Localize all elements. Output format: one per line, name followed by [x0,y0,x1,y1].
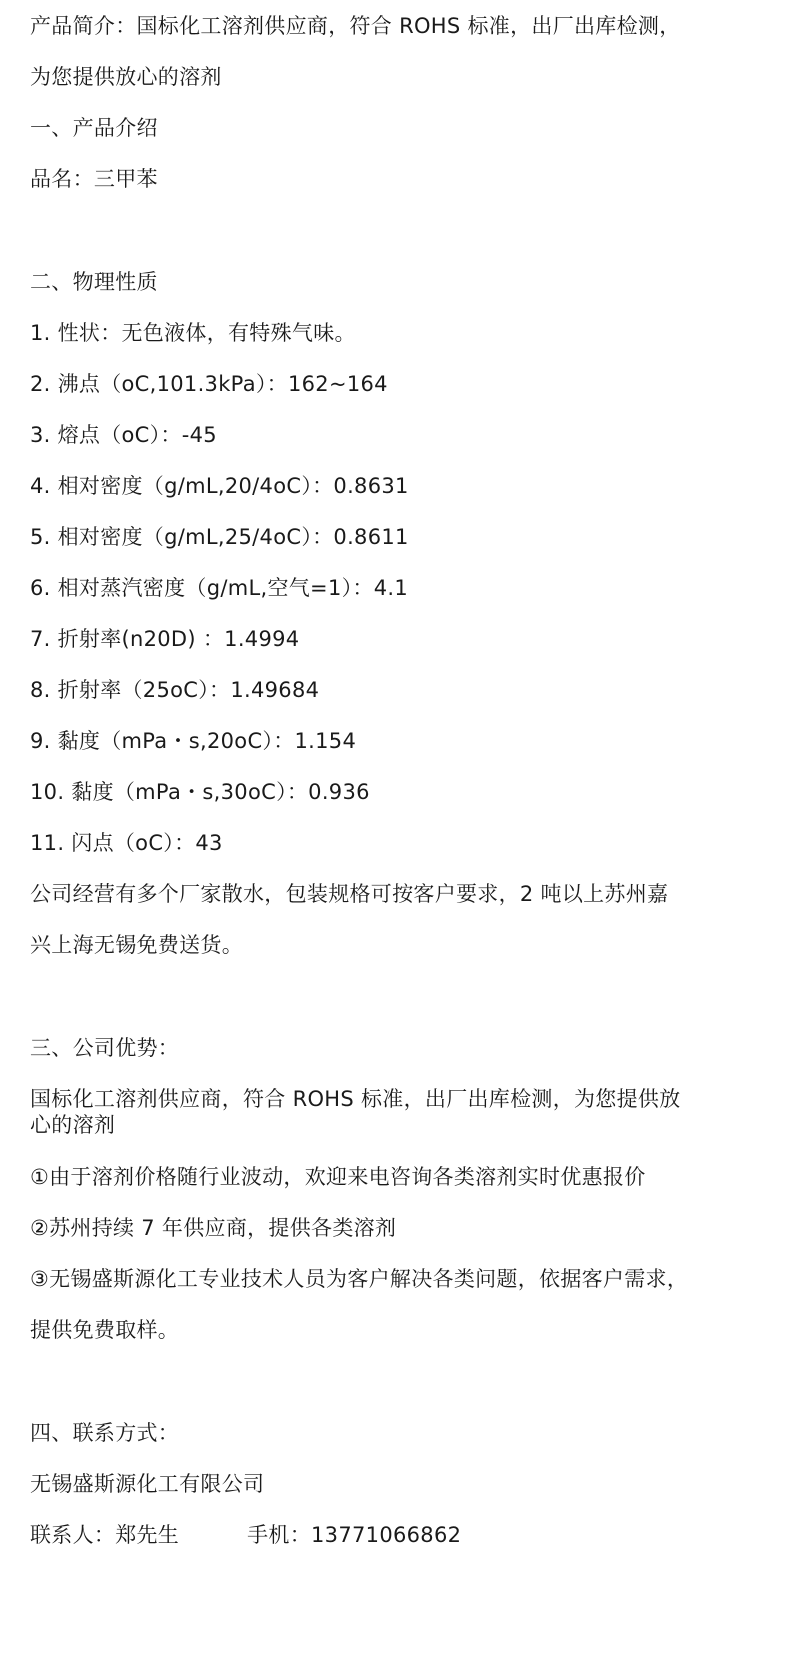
supply-note-line-2: 兴上海无锡免费送货。 [30,933,243,957]
property-item: 11. 闪点（oC）：43 [30,831,223,855]
advantage-item-1: ①由于溶剂价格随行业波动，欢迎来电咨询各类溶剂实时优惠报价 [30,1165,646,1189]
advantages-summary-line-2: 心的溶剂 [30,1113,116,1137]
contact-phone: 手机：13771066862 [247,1523,462,1547]
property-item: 10. 黏度（mPa・s,30oC）：0.936 [30,780,370,804]
supply-note-line-1: 公司经营有多个厂家散水，包装规格可按客户要求，2 吨以上苏州嘉 [30,882,669,906]
property-item: 3. 熔点（oC）：-45 [30,423,217,447]
section-heading-company-advantages: 三、公司优势： [30,1036,180,1060]
intro-line-2: 为您提供放心的溶剂 [30,65,222,89]
product-name: 品名：三甲苯 [30,167,158,191]
section-heading-physical-properties: 二、物理性质 [30,270,158,294]
contact-person: 联系人：郑先生 [30,1523,180,1547]
property-item: 4. 相对密度（g/mL,20/4oC）：0.8631 [30,474,409,498]
property-item: 5. 相对密度（g/mL,25/4oC）：0.8611 [30,525,409,549]
advantage-item-2: ②苏州持续 7 年供应商，提供各类溶剂 [30,1216,397,1240]
property-item: 6. 相对蒸汽密度（g/mL,空气=1）：4.1 [30,576,409,600]
advantages-summary-line-1: 国标化工溶剂供应商，符合 ROHS 标准，出厂出库检测，为您提供放 [30,1087,681,1111]
property-item: 1. 性状：无色液体，有特殊气味。 [30,321,356,345]
property-item: 9. 黏度（mPa・s,20oC）：1.154 [30,729,357,753]
contact-row [30,1520,461,1550]
section-heading-contact: 四、联系方式： [30,1421,180,1445]
property-item: 2. 沸点（oC,101.3kPa）：162~164 [30,372,388,396]
company-name: 无锡盛斯源化工有限公司 [30,1472,265,1496]
advantage-item-3-line-1: ③无锡盛斯源化工专业技术人员为客户解决各类问题，依据客户需求， [30,1267,689,1291]
intro-line-1: 产品简介：国标化工溶剂供应商，符合 ROHS 标准，出厂出库检测， [30,14,681,38]
section-heading-product-intro: 一、产品介绍 [30,116,158,140]
property-item: 8. 折射率（25oC）：1.49684 [30,678,320,702]
advantage-item-3-line-2: 提供免费取样。 [30,1318,180,1342]
property-item: 7. 折射率(n20D) ：1.4994 [30,627,300,651]
